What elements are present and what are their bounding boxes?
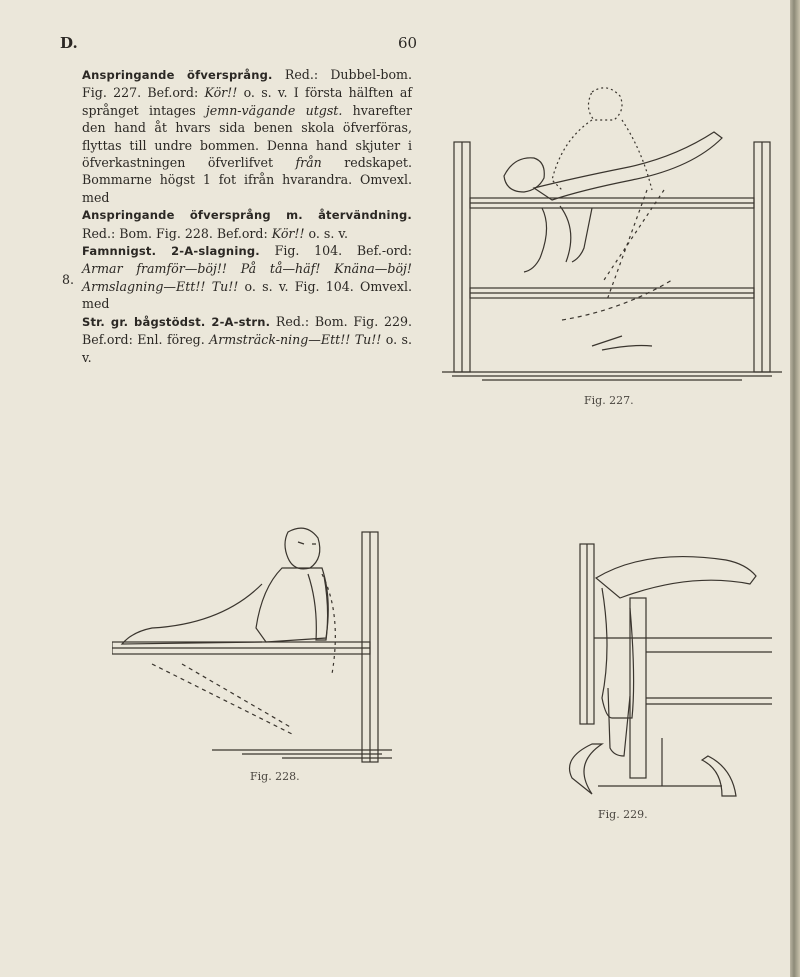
- figure-228-illustration: [112, 514, 392, 776]
- figure-227-illustration: [442, 80, 782, 390]
- paragraph-2: Anspringande öfversprång m. återvändning. Red.: Bom. Fig. 228. Bef.ord: Kör!! o. s. v.: [82, 208, 412, 241]
- paragraph-1: Anspringande öfversprång. Red.: Dubbel-bom. Fig. 227. Bef.ord: Kör!! o. s. v. I första hälften af språnget intages jemn-vägande utgst. hvarefter den hand åt hvars sida benen skola öfverföras, flyttas till undre bommen. Denna hand skjuter i öfverkastningen öfverlifvet från redskapet. Bommarne högst 1 fot ifrån hvarandra. Omvexl. med: [82, 67, 413, 205]
- figure-228-caption: Fig. 228.: [250, 770, 300, 783]
- command-text: Armsträck-ning—Ett!! Tu!!: [209, 332, 382, 348]
- exercise-heading: Anspringande öfversprång.: [82, 68, 273, 82]
- exercise-heading: Anspringande öfversprång m. återvändning.: [82, 208, 412, 223]
- paragraph-4: Str. gr. bågstödst. 2-A-strn. Red.: Bom. Fig. 229. Bef.ord: Enl. föreg. Armsträck-ning—Ett!! Tu!! o. s. v.: [82, 313, 412, 365]
- figure-227-caption: Fig. 227.: [584, 394, 634, 407]
- page-number: 60: [398, 34, 418, 52]
- figure-229-illustration: [562, 538, 782, 808]
- command-text: Kör!!: [204, 85, 238, 101]
- paragraph-marker: 8.: [62, 272, 75, 287]
- exercise-heading: Str. gr. bågstödst. 2-A-strn.: [82, 314, 271, 329]
- paragraph-3: Famnnigst. 2-A-slagning. Fig. 104. Bef.-ord: Armar framför—böj!! På tå—häf! Knäna—böj! Armslagning—Ett!! Tu!! o. s. v. Fig. 104. Omvexl. med: [82, 243, 412, 312]
- command-text: Armar framför—böj!! På tå—häf! Knäna—böj! Armslagning—Ett!! Tu!!: [82, 261, 412, 294]
- chapter-mark: D.: [60, 34, 78, 52]
- command-text: Kör!!: [271, 225, 305, 241]
- page-binding-edge: [790, 0, 800, 977]
- body-text: [82, 66, 412, 366]
- figure-229-caption: Fig. 229.: [598, 808, 648, 821]
- exercise-heading: Famnnigst. 2-A-slagning.: [82, 244, 260, 259]
